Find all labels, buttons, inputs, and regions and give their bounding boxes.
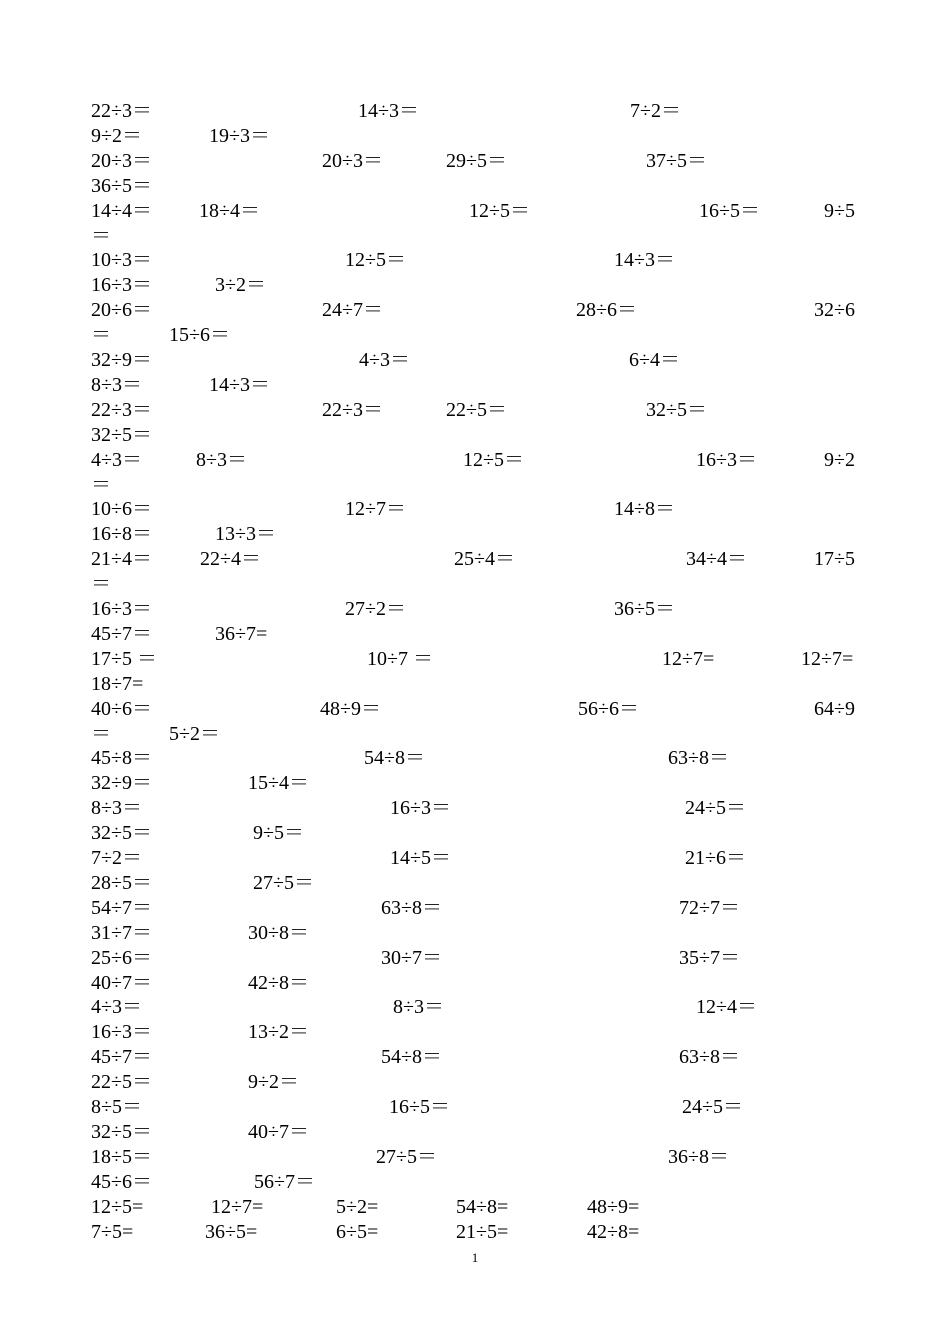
problem-row [0,299,950,324]
division-problem: 18÷4＝ [199,199,260,222]
division-problem: 24÷5＝ [682,1096,743,1118]
division-problem: 32÷9＝ [91,772,152,795]
division-problem: 40÷7＝ [248,1120,309,1143]
problem-row [0,897,950,922]
division-problem: 9÷5＝ [253,822,304,845]
problem-row [0,1071,950,1096]
problem-row [0,349,950,374]
division-problem: 42÷8＝ [248,971,309,994]
division-problem: 21÷6＝ [685,847,746,869]
division-problem: 7÷2＝ [630,100,681,122]
division-problem: 48÷9= [587,1195,640,1218]
division-problem: 17÷5 [814,548,855,571]
division-problem: 12÷5= [91,1195,144,1218]
division-problem: 12÷5＝ [469,199,530,222]
division-problem: 54÷8＝ [364,747,425,770]
division-problem: 32÷5＝ [91,822,152,845]
problem-row [0,1121,950,1146]
division-problem: 22÷5＝ [446,398,507,421]
division-problem: 12÷7= [211,1195,264,1218]
division-problem: 16÷3＝ [91,598,152,620]
division-problem: 29÷5＝ [446,149,507,172]
division-problem: 24÷7＝ [322,299,383,322]
division-problem: 9÷5 [824,199,855,222]
page-number: 1 [471,1250,479,1265]
division-problem: 8÷3＝ [196,448,247,471]
division-problem: 18÷7= [91,672,144,695]
division-problem: 72÷7＝ [679,896,740,919]
division-problem: 63÷8＝ [381,896,442,919]
division-problem: 21÷4＝ [91,548,152,571]
division-problem: ＝ [91,722,111,745]
division-problem: 37÷5＝ [646,149,707,172]
problem-row [0,1196,950,1221]
division-problem: 16÷5＝ [389,1096,450,1118]
problem-row [0,598,950,623]
problem-row [0,797,950,822]
division-problem: 36÷7= [215,622,268,645]
division-problem: 45÷7＝ [91,1046,152,1069]
problem-row [0,225,950,250]
division-problem: 12÷4＝ [696,996,757,1019]
division-problem: 64÷9 [814,697,855,720]
problem-row [0,1146,950,1171]
problem-row [0,548,950,573]
division-problem: 16÷3＝ [390,797,451,820]
division-problem: 4÷3＝ [91,996,142,1019]
division-problem: 14÷3＝ [358,100,419,122]
problem-row [0,822,950,847]
division-problem: 22÷3＝ [322,398,383,421]
division-problem: 12÷7= [801,647,854,670]
problem-row [0,872,950,897]
problem-row [0,573,950,598]
division-problem: 32÷6 [814,299,855,322]
problem-row [0,1171,950,1196]
division-problem: 36÷5＝ [614,598,675,620]
division-problem: 6÷5= [336,1220,379,1243]
division-problem: 4÷3＝ [91,448,142,471]
problem-row [0,1221,950,1246]
division-problem: 56÷6＝ [578,697,639,720]
division-problem: 8÷3＝ [393,996,444,1019]
division-problem: 15÷6＝ [169,324,230,347]
division-problem: 36÷5＝ [91,174,152,197]
division-problem: 4÷3＝ [359,349,410,371]
division-problem: 28÷6＝ [576,299,637,322]
division-problem: 32÷5＝ [91,1120,152,1143]
problem-row [0,847,950,872]
division-problem: 31÷7＝ [91,921,152,944]
problem-row [0,424,950,449]
division-problem: 40÷6＝ [91,697,152,720]
division-problem: 22÷3＝ [91,100,152,122]
division-problem: 5÷2＝ [169,722,220,745]
problem-row [0,100,950,125]
division-problem: 63÷8＝ [679,1046,740,1069]
division-problem: 35÷7＝ [679,946,740,969]
division-problem: 54÷7＝ [91,896,152,919]
division-problem: 14÷3＝ [614,249,675,272]
division-problem: 45÷7＝ [91,622,152,645]
division-problem: 20÷6＝ [91,299,152,322]
division-problem: ＝ [91,224,111,247]
division-problem: 10÷6＝ [91,498,152,521]
division-problem: 45÷8＝ [91,747,152,770]
division-problem: 10÷7 ＝ [367,647,433,670]
division-problem: 34÷4＝ [686,548,747,571]
division-problem: 5÷2= [336,1195,379,1218]
division-problem: 63÷8＝ [668,747,729,770]
problem-row [0,1046,950,1071]
problem-row [0,623,950,648]
division-problem: 15÷4＝ [248,772,309,795]
division-problem: 32÷9＝ [91,349,152,371]
problem-row [0,249,950,274]
division-problem: 19÷3＝ [209,124,270,147]
problem-row [0,399,950,424]
problem-row [0,947,950,972]
division-problem: 56÷7＝ [254,1170,315,1193]
division-problem: 36÷8＝ [668,1145,729,1168]
problem-row [0,1096,950,1121]
division-problem: 10÷3＝ [91,249,152,272]
division-problem: 12÷5＝ [345,249,406,272]
problem-row [0,648,950,673]
division-problem: 7÷2＝ [91,847,142,869]
division-problem: 25÷4＝ [454,548,515,571]
division-problem: 32÷5＝ [646,398,707,421]
division-problem: 8÷5＝ [91,1096,142,1118]
problem-row [0,200,950,225]
division-problem: 18÷5＝ [91,1145,152,1168]
division-problem: 27÷2＝ [345,598,406,620]
division-problem: 9÷2＝ [91,124,142,147]
division-problem: 16÷3＝ [91,1021,152,1044]
division-problem: 22÷3＝ [91,398,152,421]
division-problem: 30÷8＝ [248,921,309,944]
problem-row [0,150,950,175]
problem-row [0,922,950,947]
problem-row [0,474,950,499]
problem-row [0,772,950,797]
problem-row [0,125,950,150]
division-problem: 22÷5＝ [91,1071,152,1094]
division-problem: 32÷5＝ [91,423,152,446]
division-problem: 54÷8＝ [381,1046,442,1069]
division-problem: 17÷5 ＝ [91,647,157,670]
division-problem: 27÷5＝ [376,1145,437,1168]
division-problem: 40÷7＝ [91,971,152,994]
division-problem: 36÷5= [205,1220,258,1243]
division-problem: 45÷6＝ [91,1170,152,1193]
problem-row [0,374,950,399]
division-problem: 20÷3＝ [322,149,383,172]
division-problem: 13÷2＝ [248,1021,309,1044]
division-problem: ＝ [91,473,111,496]
problem-row [0,274,950,299]
division-problem: 16÷8＝ [91,523,152,546]
division-problem: 28÷5＝ [91,871,152,894]
problem-row [0,972,950,997]
problem-row [0,723,950,748]
division-problem: 14÷8＝ [614,498,675,521]
division-problem: 14÷3＝ [209,373,270,396]
division-problem: 20÷3＝ [91,149,152,172]
problem-row [0,698,950,723]
division-problem: 9÷2 [824,448,855,471]
division-problem: 14÷4＝ [91,199,152,222]
problem-row [0,175,950,200]
division-problem: 42÷8= [587,1220,640,1243]
division-problem: 16÷3＝ [696,448,757,471]
division-problem: 13÷3＝ [215,523,276,546]
problem-row [0,498,950,523]
problem-row [0,747,950,772]
division-problem: 24÷5＝ [685,797,746,820]
problem-row [0,1021,950,1046]
division-problem: 6÷4＝ [629,349,680,371]
division-problem: 16÷3＝ [91,274,152,297]
problem-row [0,324,950,349]
division-problem: 3÷2＝ [215,274,266,297]
problem-row [0,523,950,548]
division-problem: 9÷2＝ [248,1071,299,1094]
division-problem: 7÷5= [91,1220,134,1243]
division-problem: 25÷6＝ [91,946,152,969]
division-problem: 48÷9＝ [320,697,381,720]
division-problem: ＝ [91,573,111,596]
division-problem: 30÷7＝ [381,946,442,969]
problem-row [0,449,950,474]
division-problem: ＝ [91,324,111,347]
division-problem: 16÷5＝ [699,199,760,222]
division-problem: 8÷3＝ [91,797,142,820]
problem-row [0,996,950,1021]
division-problem: 12÷5＝ [463,448,524,471]
division-problem: 12÷7= [662,647,715,670]
division-problem: 21÷5= [456,1220,509,1243]
division-problem: 8÷3＝ [91,373,142,396]
division-problem: 14÷5＝ [390,847,451,869]
division-problem: 27÷5＝ [253,871,314,894]
division-problem: 54÷8= [456,1195,509,1218]
division-problem: 22÷4＝ [200,548,261,571]
problem-row [0,673,950,698]
division-problem: 12÷7＝ [345,498,406,521]
